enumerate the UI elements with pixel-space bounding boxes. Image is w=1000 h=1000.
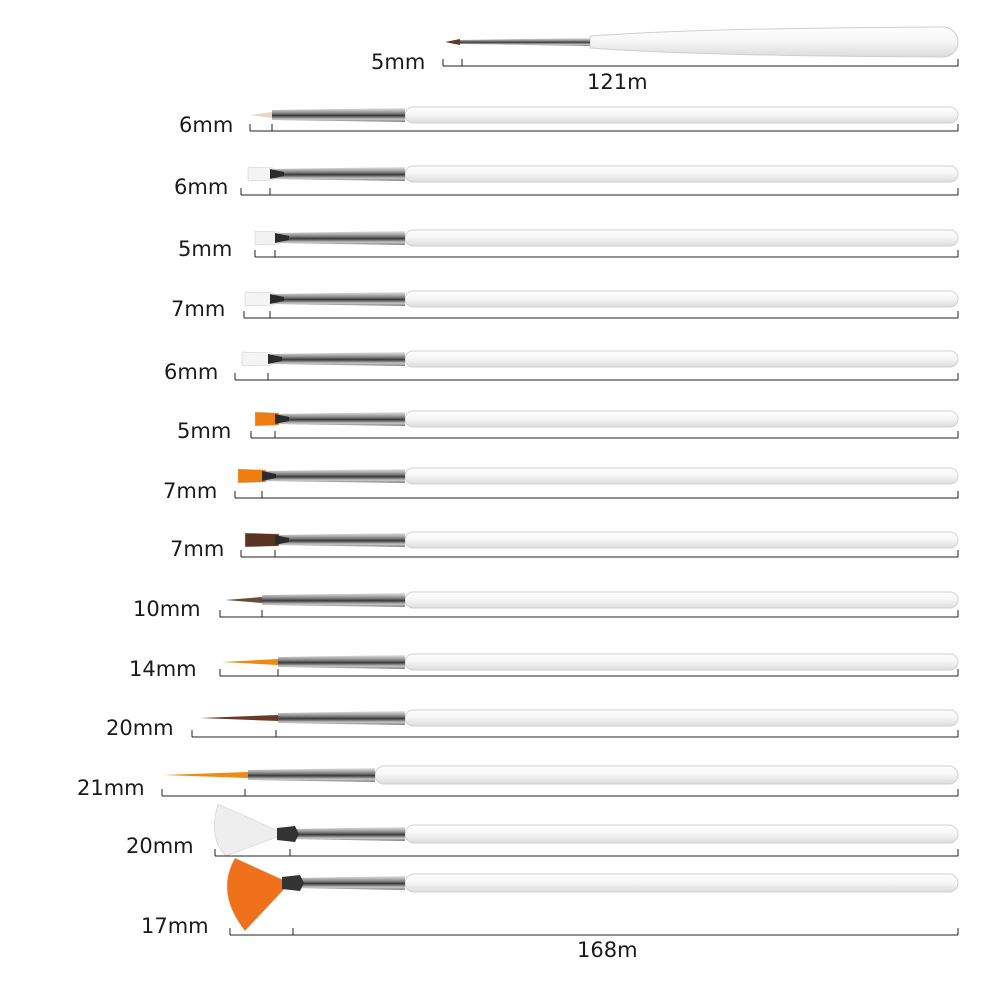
brush-ferrule — [268, 352, 405, 366]
brush-14-tip-label: 20mm — [126, 834, 194, 858]
brush-ferrule — [460, 38, 590, 46]
brush-4-tip-label: 5mm — [178, 237, 233, 261]
brush-handle — [405, 291, 958, 307]
brush-9 — [241, 532, 958, 557]
brush-11-tip-label: 14mm — [129, 657, 197, 681]
brush-11 — [220, 654, 958, 676]
brush-1 — [443, 27, 958, 66]
brush-10 — [220, 592, 958, 617]
brush-6-tip-label: 6mm — [164, 360, 219, 384]
brush-5-tip-label: 7mm — [171, 297, 226, 321]
brush-7 — [251, 411, 958, 438]
brush-handle — [405, 874, 958, 892]
brush-handle — [590, 27, 958, 57]
brush-15 — [227, 858, 958, 935]
brush-8-tip-label: 7mm — [163, 479, 218, 503]
brush-7-tip-label: 5mm — [177, 419, 232, 443]
brush-8 — [235, 468, 958, 498]
brush-2-tip-label: 6mm — [179, 113, 234, 137]
brush-6 — [235, 351, 958, 380]
brush-bristle-tip — [225, 597, 262, 603]
brush-bristle-tip — [200, 715, 278, 721]
brush-ferrule — [295, 876, 405, 890]
brush-handle — [375, 766, 958, 784]
brush-handle — [405, 411, 958, 427]
brush-5 — [244, 291, 958, 318]
brush-15-tip-label: 17mm — [141, 914, 209, 938]
brush-ferrule — [262, 593, 405, 607]
brush-ferrule — [248, 768, 375, 782]
top-total-length-label: 121m — [587, 70, 648, 94]
brush-handle — [405, 107, 958, 123]
brush-bristle-tip — [250, 112, 272, 118]
brush-3 — [241, 166, 958, 195]
brush-ferrule — [272, 108, 405, 122]
brush-13-tip-label: 21mm — [77, 776, 145, 800]
brush-fan-bristles — [227, 858, 290, 931]
brush-ferrule — [275, 231, 405, 245]
brush-ferrule — [278, 711, 405, 725]
brush-13 — [162, 766, 958, 796]
brush-fan-bristles — [214, 804, 285, 856]
brush-bristle-tip — [222, 659, 278, 665]
brush-bristle-tip — [163, 772, 248, 778]
brush-12 — [192, 710, 958, 737]
brush-14 — [214, 804, 958, 856]
brush-crimp — [277, 826, 299, 842]
brush-ferrule — [270, 167, 405, 181]
brush-handle — [405, 710, 958, 726]
brush-ferrule — [262, 469, 405, 483]
brush-bristle-tip — [245, 533, 279, 547]
brush-9-tip-label: 7mm — [170, 537, 225, 561]
bottom-total-length-label: 168m — [577, 938, 638, 962]
brush-handle — [405, 468, 958, 484]
brush-12-tip-label: 20mm — [106, 716, 174, 740]
brush-handle — [405, 825, 958, 843]
brush-handle — [405, 592, 958, 608]
brush-handle — [405, 654, 958, 670]
brush-ferrule — [275, 412, 405, 426]
brush-handle — [405, 166, 958, 182]
brush-bristle-tip — [245, 292, 274, 306]
brush-bristle-tip — [242, 352, 272, 366]
brush-2 — [250, 107, 958, 131]
brush-ferrule — [270, 292, 405, 306]
brush-10-tip-label: 10mm — [133, 597, 201, 621]
brush-1-tip-label: 5mm — [371, 50, 426, 74]
brush-handle — [405, 532, 958, 548]
brush-ferrule — [278, 655, 405, 669]
brush-handle — [405, 230, 958, 246]
brush-handle — [405, 351, 958, 367]
brush-4 — [255, 230, 958, 257]
brush-3-tip-label: 6mm — [174, 175, 229, 199]
brush-ferrule — [290, 827, 405, 841]
brush-crimp — [282, 875, 304, 891]
brush-bristle-tip — [445, 39, 460, 45]
brush-bristle-tip — [238, 469, 266, 483]
brush-ferrule — [275, 533, 405, 547]
